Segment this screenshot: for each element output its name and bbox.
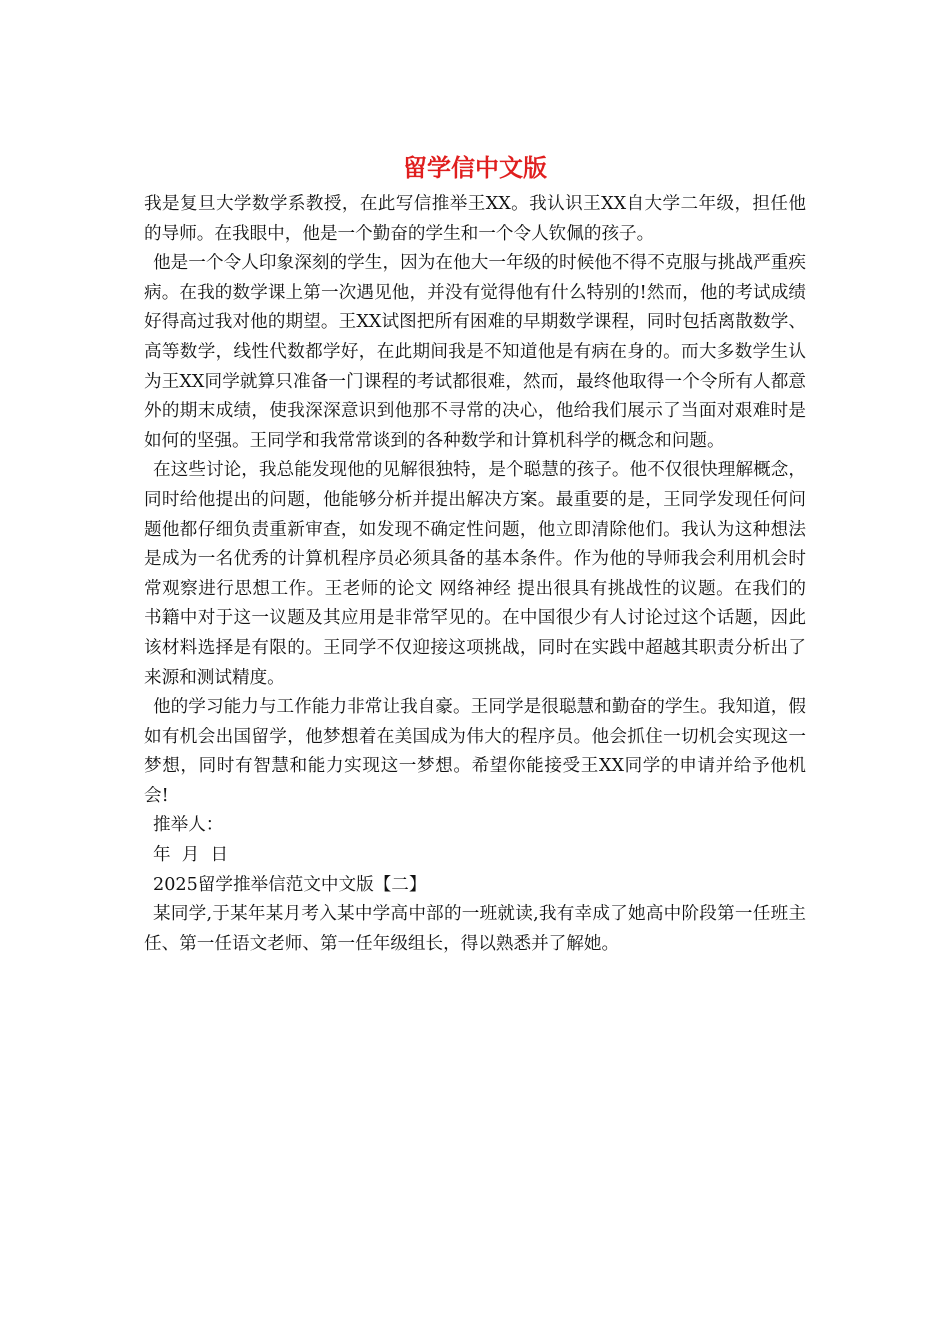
paragraph-intro: 我是复旦大学数学系教授，在此写信推举王XX。我认识王XX自大学二年级，担任他的导师。在我眼中，他是一个勤奋的学生和一个令人钦佩的孩子。: [144, 194, 806, 244]
paragraph-illness: 他是一个令人印象深刻的学生，因为在他大一年级的时候他不得不克服与挑战严重疾病。在我的数学课上第一次遇见他，并没有觉得他有什么特别的!然而，他的考试成绩好得高过我对他的期望。王XX试图把所有困难的早期数学课程，同时包括离散数学、高等数学，线性代数都学好，在此期间我是不知道他是有病在身的。而大多数学生认为王XX同学就算只准备一门课程的考试都很难，然而，最终他取得一个令所有人都意外的期末成绩，使我深深意识到他那不寻常的决心，他给我们展示了当面对艰难时是如何的坚强。王同学和我常常谈到的各种数学和计算机科学的概念和问题。: [144, 253, 806, 451]
paragraph-discussion: 在这些讨论，我总能发现他的见解很独特，是个聪慧的孩子。他不仅很快理解概念，同时给他提出的问题，他能够分析并提出解决方案。最重要的是，王同学发现任何问题他都仔细负责重新审查，如发现不确定性问题，他立即清除他们。我认为这种想法是成为一名优秀的计算机程序员必须具备的基本条件。作为他的导师我会利用机会时常观察进行思想工作。王老师的论文 网络神经 提出很具有挑战性的议题。在我们的书籍中对于这一议题及其应用是非常罕见的。在中国很少有人讨论过这个话题，因此该材料选择是有限的。王同学不仅迎接这项挑战，同时在实践中超越其职责分析出了来源和测试精度。: [144, 460, 806, 688]
date-line: 年 月 日: [153, 845, 229, 866]
section-heading: 2025留学推举信范文中文版【二】: [153, 874, 427, 895]
document-page: [144, 150, 806, 959]
document-title: 留学信中文版: [403, 154, 547, 182]
paragraph-second-letter: 某同学,于某年某月考入某中学高中部的一班就读,我有幸成了她高中阶段第一任班主任、第一任语文老师、第一任年级组长，得以熟悉并了解她。: [144, 904, 806, 954]
paragraph-conclusion: 他的学习能力与工作能力非常让我自豪。王同学是很聪慧和勤奋的学生。我知道，假如有机会出国留学，他梦想着在美国成为伟大的程序员。他会抓住一切机会实现这一梦想，同时有智慧和能力实现这一梦想。希望你能接受王XX同学的申请并给予他机会!: [144, 697, 806, 806]
signature-label: 推举人：: [153, 815, 224, 836]
